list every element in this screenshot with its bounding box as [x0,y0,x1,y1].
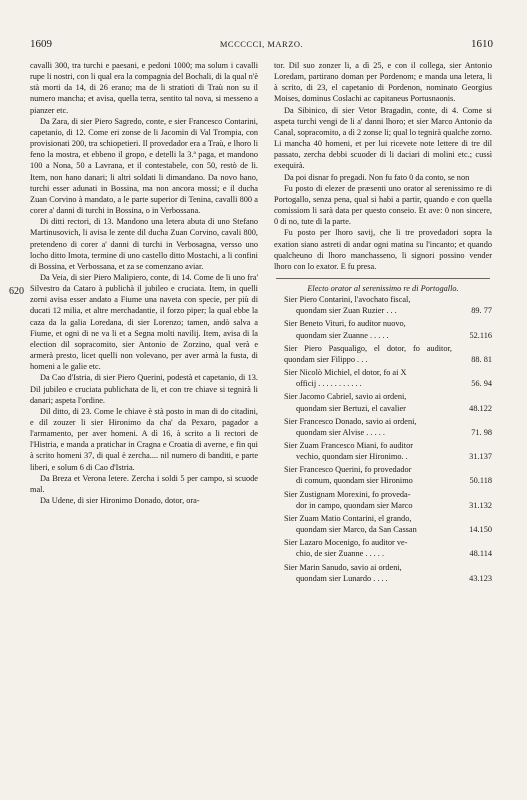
candidate-detail: dor in campo, quondam sier Marco [296,500,413,510]
paragraph: Di ditti rectori, di 13. Mandono una letera abuta di uno Stefano Martinusovich, li avisa le zente dil ducha Zuan Corvino, cavali 800, pretendeno di corer a' danni di turchi in Verbosagna, versso uno locho ditto Imota, termine di uno castello ditto Mostachi, a li confini di Bossina, et Verbossana, et za se comenzano aviar. [30,217,258,271]
divider [276,278,490,279]
candidate-detail: quondam sier Alvise . . . . . [296,427,385,437]
list-item [274,513,492,535]
paragraph: Da Cao d'Istria, di sier Piero Querini, podestà et capetanio, di 13. Dil jubileo e cruciata publichata de li, et con tre chiave si tegnirà li danari; aspeta l'ordine. [30,373,258,405]
vote-count: 56. 94 [471,379,492,389]
paragraph: Da Breza et Verona letere. Zercha i soldi 5 per campo, si scuode mal. [30,473,258,494]
candidate-detail: officij . . . . . . . . . . . [296,379,362,389]
paragraph: Da Zara, di sier Piero Sagredo, conte, e sier Francesco Contarini, capetanio, di 12. Come eri zonse de li Jacomin di Val Trompia, con provisionati 200, tra schiopetieri. Il provedador era a Traù, e lhoro li feno la mostra, et ebbeno il gropo, e detelli la 3.ª paga, et mandono 100 a Nona, 50 a Lavrana, et il contestabele, con 50, restò de li. Item, non hano danari; li altri soldati li dimandano. Da novo hano, turchi esser adunati in Bossina, ma non ancora mossi; e il ducha Zuan Corvino à mandato, a le parte superior di Tenina, cavalli 800 a corer a' danni di turchi in Bossina, o in Verbossana. [30,116,258,216]
candidate-name: Sier Piero Pasqualigo, el dotor, fo auditor, quondam sier Filippo . . . [284,343,452,364]
paragraph: Da Udene, di sier Hironimo Donado, dotor, ora- [40,496,200,506]
list-item [274,464,492,486]
election-list-title: Electo orator al serenissimo re di Portogallo. [307,283,459,293]
list-item [274,391,492,413]
candidate-name: Sier Zuam Francesco Miani, fo auditor [284,441,414,450]
list-item [274,318,492,340]
candidate-detail: di comum, quondam sier Hironimo [296,476,413,486]
vote-count: 14.150 [469,525,492,535]
list-item [274,440,492,462]
paragraph: Fu posto di elezer de præsenti uno orator al serenissimo re di Portogallo, senza pena, qual si habi a partir, quando e con quella comissiom li sarà data per questo conseio. Et ave: 0 non sincere, 0 di no, tute di la parte. [274,183,492,227]
vote-count: 48.114 [469,549,492,559]
paragraph: Da Sibinico, di sier Vetor Bragadin, conte, di 4. Come si aspeta turchi vengi de li a' danni lhoro; et sier Marco Antonio da Canal, sopracomito, a dì 2 zonse li; qual lo tegnirà qualche zorno. Li mancha 40 homeni, et per lui ricevete note lettere di tre dil passato, zercha debbi scuoder di li daciari di molini etc.; cussì exequirà. [274,105,492,171]
candidate-name: Sier Jacomo Cabriel, savio ai ordeni, [284,392,407,402]
list-item [274,343,492,365]
paragraph: Fu posto per lhoro savij, che li tre provedadori sopra la exation siano astreti di andar ogni matina su l'incanto; et quando qualcheuno di lhoro manchasseno, li signori possino vender lhoro con lo exator. E fu presa. [274,228,492,271]
candidate-name: Sier Zustignam Morexini, fo proveda- [284,489,411,499]
candidate-name: Sier Lazaro Mocenigo, fo auditor ve- [284,538,408,548]
candidate-detail: quondam sier Lunardo . . . . [296,573,388,583]
vote-count: 50.118 [469,476,492,486]
candidate-name: Sier Zuam Matio Contarini, el grando, [284,513,412,523]
candidate-detail: quondam sier Zuan Ruzier . . . [296,306,397,316]
list-item [274,294,492,316]
candidate-name: Sier Piero Contarini, l'avochato fiscal, [284,295,411,305]
paragraph: Dil ditto, di 23. Come le chiave è stà posto in man di do citadini, e dil zouzer li sier Hironimo da cha' da Pexaro, pagador a l'armamento, per aver homeni. A dì 16, à scrito a li rectori de l'Histria, e manda a pratichar in Cragna e Croatia di averne, e fin qui à scrito homeni 37, di qual è zercha.... nil numero di banditi, e parte liberi, e solum 6 di Cao d'Istria. [30,406,258,472]
candidate-detail: vechio, quondam sier Hironimo. . [296,452,408,462]
left-column [30,60,258,506]
page-number-right: 1610 [471,38,493,50]
candidate-name: Sier Nicolò Michiel, el dotor, fo ai X [284,368,407,378]
candidate-detail: chio, de sier Zuanne . . . . . [296,549,385,559]
margin-number: 620 [9,286,24,297]
candidate-name: Sier Francesco Donado, savio ai ordeni, [284,416,417,426]
paragraph: cavalli 300, tra turchi e paesani, e pedoni 1000; ma solum i cavalli rupe li nostri, con li qual era la compagnia del Bochali, di la qual n'è stà morti da 14, di 26 erano; ma de li stratioti di Traù non su il numero mancha; et avisa, quella terra, sentito tal nova, si messeno a pianzer etc. [30,61,258,115]
list-item [274,416,492,438]
page-header [30,38,493,52]
vote-count: 52.116 [469,330,492,340]
list-item [274,537,492,559]
right-column [274,60,492,584]
vote-count: 31.132 [469,500,492,510]
election-list [274,294,492,584]
vote-count: 89. 77 [471,306,492,316]
vote-count: 48.122 [469,403,492,413]
vote-count: 43.123 [469,573,492,583]
page-number-left: 1609 [30,38,52,50]
candidate-detail: quondam sier Marco, da San Cassan [296,525,417,535]
list-item [274,489,492,511]
vote-count: 71. 98 [471,427,492,437]
candidate-detail: quondam sier Bertuzi, el cavalier [296,403,406,413]
list-item [274,562,492,584]
running-head: MCCCCCI, MARZO. [219,39,304,49]
vote-count: 31.137 [469,452,492,462]
candidate-name: Sier Francesco Querini, fo provedador [284,465,412,475]
paragraph: Da Veia, di sier Piero Malipiero, conte, di 14. Come de li uno fra' Silvestro da Cataro à publichà il jubileo e cruciata. Item, in quelli zorni avisa esser andato a Fiume una naveta con specie, per più di ducati 12 milia, et altre merchadantie, il forzo piper; la qual ebbe la caza da la galia Loredana, di sier Lorenzo; tamen, andò salva a Fiume, et ogni di ne va li et a Segna molti navilij. Item, avisa di la election dil sopracomito, sier Antonio de Zorzino, qual verà e armerà presto, licet quelli non volevano, per aver armà la fusta, di homeni a le galie etc. [30,272,258,372]
paragraph: Da poi disnar fo pregadi. Non fu fato 0 da conto, se non [284,172,470,182]
paragraph: tor. Dil suo zonzer li, a dì 25, e con il collega, sier Antonio Loredam, partirano doman per Pordenom; e manda una letera, li à scrito, di 23, el capetanio di Pordenon, nominato Georgius Moises, dominus Coslachi ac capitaneus Portusnaonis. [274,61,492,104]
list-item [274,367,492,389]
candidate-name: Sier Beneto Vituri, fo auditor nuovo, [284,319,406,329]
vote-count: 88. 81 [471,354,492,364]
candidate-detail: quondam sier Zuanne . . . . . [296,330,389,340]
candidate-name: Sier Marin Sanudo, savio ai ordeni, [284,562,402,572]
